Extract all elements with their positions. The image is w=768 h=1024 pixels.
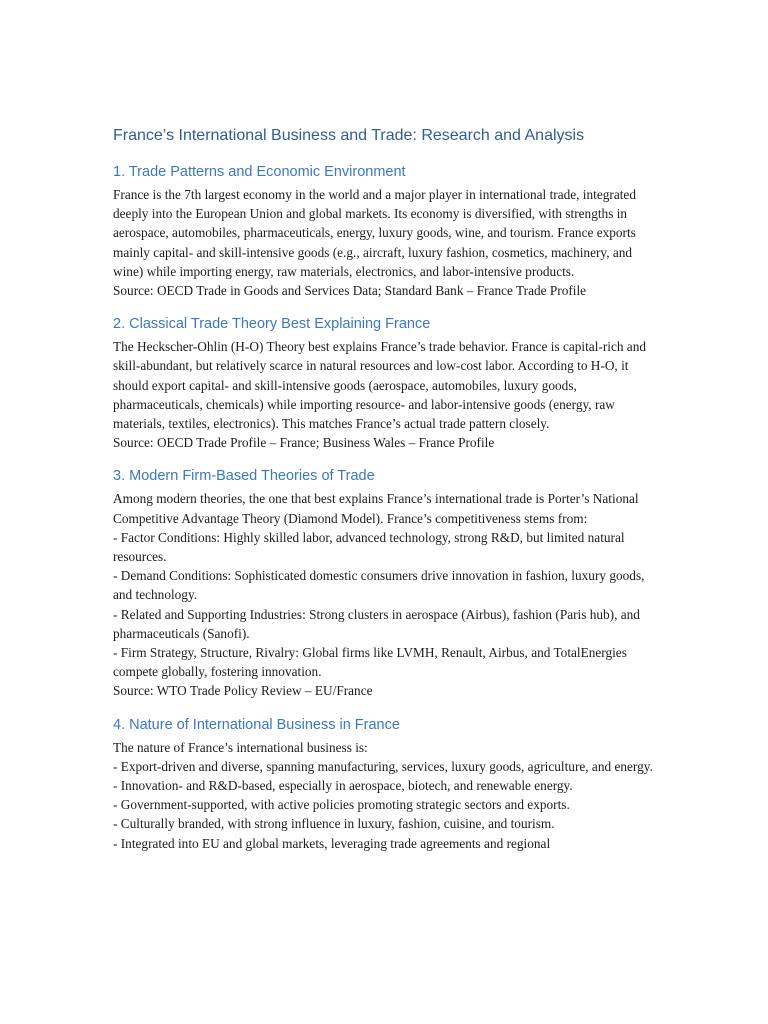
paragraph: Among modern theories, the one that best explains France’s international trade is Porter’s National Competitive Advantage Theory (Diamond Model). France’s competitiveness stems from: — [113, 491, 639, 526]
list-item: - Factor Conditions: Highly skilled labor, advanced technology, strong R&D, but limited natural resources. — [113, 529, 625, 565]
paragraph: The Heckscher-Ohlin (H-O) Theory best explains France’s trade behavior. France is capital-rich and skill-abundant, but relatively scarce in natural resources and low-cost labor. According to H-O, it should export capital- and skill-intensive goods (aerospace, automobiles, luxury goods, pharmaceuticals, chemicals) while importing resource- and labor-intensive goods (energy, raw materials, textiles, electronics). This matches France’s actual trade pattern closely. — [113, 339, 647, 432]
document-body — [113, 125, 661, 867]
section-classical-theory — [113, 314, 661, 452]
source-line: Source: WTO Trade Policy Review – EU/France — [113, 683, 373, 699]
source-line: Source: OECD Trade Profile – France; Business Wales – France Profile — [113, 435, 495, 451]
section-heading: 2. Classical Trade Theory Best Explaining France — [113, 316, 431, 333]
list-item: - Demand Conditions: Sophisticated domestic consumers drive innovation in fashion, luxury goods, and technology. — [113, 568, 645, 603]
list-item: - Integrated into EU and global markets, leveraging trade agreements and regional — [113, 835, 551, 851]
list-item: - Government-supported, with active policies promoting strategic sectors and exports. — [113, 797, 570, 813]
list-item: - Firm Strategy, Structure, Rivalry: Global firms like LVMH, Renault, Airbus, and TotalEnergies compete globally, fostering innovation. — [113, 645, 627, 680]
list-item: - Related and Supporting Industries: Strong clusters in aerospace (Airbus), fashion (Paris hub), and pharmaceuticals (Sanofi). — [113, 606, 640, 641]
section-nature-of-business — [113, 715, 661, 853]
section-heading: 4. Nature of International Business in France — [113, 716, 400, 733]
section-heading: 3. Modern Firm-Based Theories of Trade — [113, 468, 375, 485]
section-heading: 1. Trade Patterns and Economic Environment — [113, 164, 406, 180]
section-trade-patterns — [113, 162, 661, 300]
list-item: - Culturally branded, with strong influence in luxury, fashion, cuisine, and tourism. — [113, 816, 555, 832]
list-item: - Export-driven and diverse, spanning manufacturing, services, luxury goods, agriculture, and energy. — [113, 758, 653, 774]
paragraph: The nature of France’s international business is: — [113, 739, 368, 755]
paragraph: France is the 7th largest economy in the world and a major player in international trade, integrated deeply into the European Union and global markets. Its economy is diversified, with strengths in aerospace, automobiles, pharmaceuticals, energy, luxury goods, wine, and tourism. France exports mainly capital- and skill-intensive goods (e.g., aircraft, luxury fashion, cosmetics, machinery, and wine) while importing energy, raw materials, electronics, and labor-intensive products. — [113, 187, 636, 279]
document-title: France’s International Business and Trade: Research and Analysis — [113, 127, 585, 144]
section-modern-theories — [113, 466, 661, 700]
list-item: - Innovation- and R&D-based, especially in aerospace, biotech, and renewable energy. — [113, 778, 573, 794]
source-line: Source: OECD Trade in Goods and Services Data; Standard Bank – France Trade Profile — [113, 283, 587, 299]
